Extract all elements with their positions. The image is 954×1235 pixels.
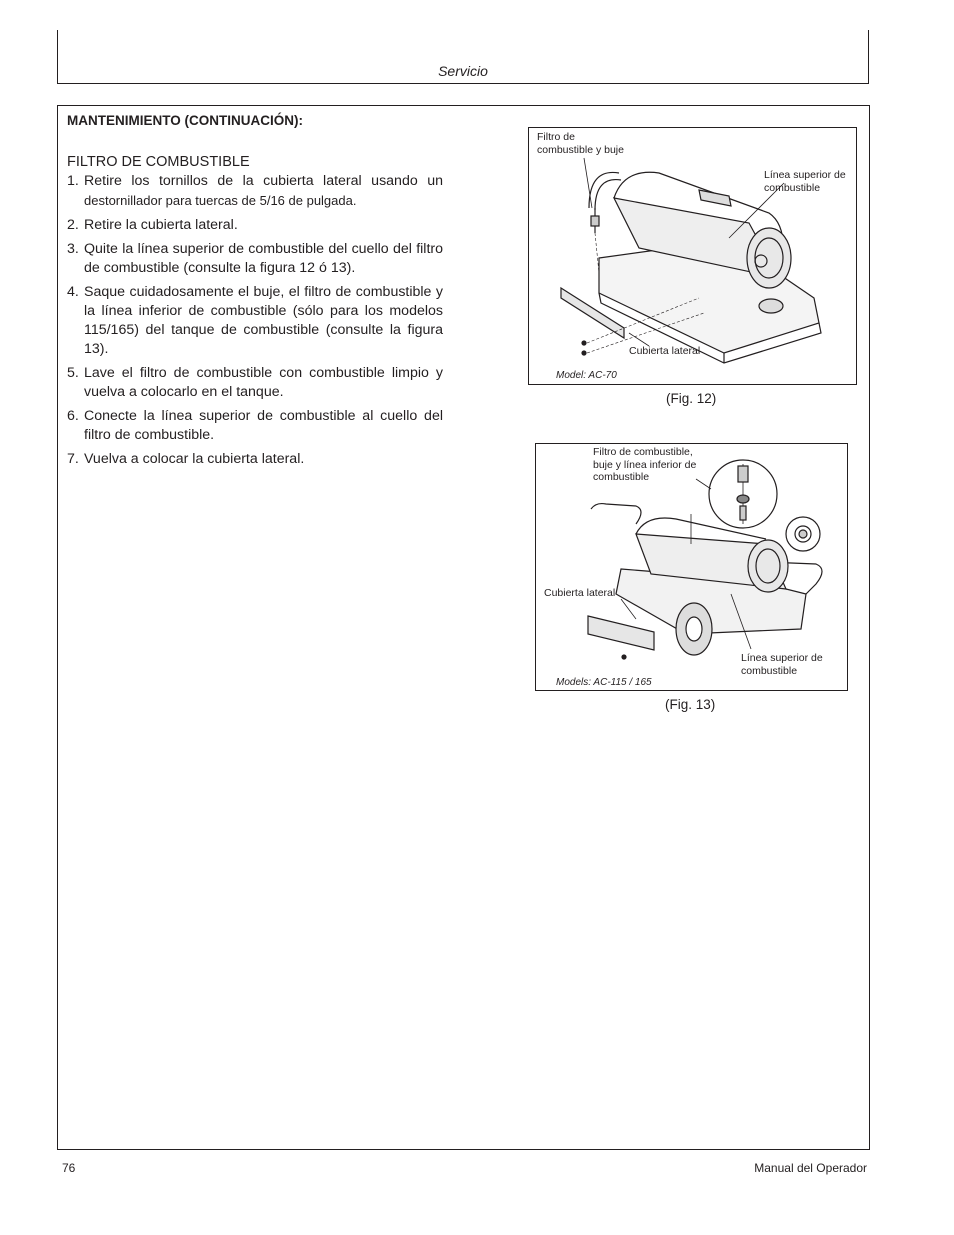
fig13-label-filter-3: combustible <box>593 471 650 483</box>
step-number: 3. <box>67 241 79 257</box>
step-text: Vuelva a colocar la cubierta lateral. <box>84 451 305 467</box>
fig12-label-upper-1: Línea superior de <box>764 169 846 181</box>
fig13-label-filter-1: Filtro de combustible, <box>593 446 693 458</box>
header-frame <box>57 30 869 84</box>
fig13-label-cover: Cubierta lateral <box>544 587 616 599</box>
fig13-model: Models: AC-115 / 165 <box>556 677 652 688</box>
step-number: 2. <box>67 217 79 233</box>
step-text: Saque cuidadosamente el buje, el filtro de combustible y la línea inferior de combustible (sólo para los modelos 115/165) del tanque de combustible (consulte la figura 13). <box>84 284 443 357</box>
step-number: 6. <box>67 408 79 424</box>
section-heading: MANTENIMIENTO (CONTINUACIÓN): <box>67 113 303 128</box>
step-item <box>67 216 443 235</box>
fig13-label-upper-2: combustible <box>741 665 798 677</box>
fig12-label-cover: Cubierta lateral <box>629 345 701 357</box>
fig12-label-upper-2: combustible <box>764 182 821 194</box>
fig13-caption: (Fig. 13) <box>665 697 716 712</box>
fig12-model: Model: AC-70 <box>556 370 617 381</box>
sub-heading: FILTRO DE COMBUSTIBLE <box>67 154 250 170</box>
step-text: Conecte la línea superior de combustible al cuello del filtro de combustible. <box>84 408 443 443</box>
fig13-label-filter-2: buje y línea inferior de <box>593 459 697 471</box>
page-number: 76 <box>62 1161 76 1175</box>
figure-13 <box>535 443 848 691</box>
fig12-label-filter-1: Filtro de <box>537 131 575 143</box>
fig12-caption: (Fig. 12) <box>666 391 717 406</box>
fig12-label-filter-2: combustible y buje <box>537 144 624 156</box>
step-text: Retire los tornillos de la cubierta lateral usando un <box>84 173 443 189</box>
figure-12 <box>528 127 857 385</box>
page-section-title: Servicio <box>438 63 488 79</box>
step-item <box>67 172 443 211</box>
fig13-label-upper-1: Línea superior de <box>741 652 823 664</box>
step-item <box>67 240 443 278</box>
step-item <box>67 450 443 469</box>
step-text: Retire la cubierta lateral. <box>84 217 238 233</box>
step-text: Lave el filtro de combustible con combustible limpio y vuelva a colocarlo en el tanque. <box>84 365 443 400</box>
manual-title: Manual del Operador <box>754 1161 867 1175</box>
steps-list <box>67 172 443 474</box>
step-number: 7. <box>67 451 79 467</box>
step-item <box>67 407 443 445</box>
step-text: Quite la línea superior de combustible del cuello del filtro de combustible (consulte la figura 12 ó 13). <box>84 241 443 276</box>
step-item <box>67 364 443 402</box>
step-number: 4. <box>67 284 79 300</box>
step-number: 5. <box>67 365 79 381</box>
step-number: 1. <box>67 173 79 189</box>
step-text-small: destornillador para tuercas de 5/16 de pulgada. <box>84 193 357 208</box>
step-item <box>67 283 443 359</box>
